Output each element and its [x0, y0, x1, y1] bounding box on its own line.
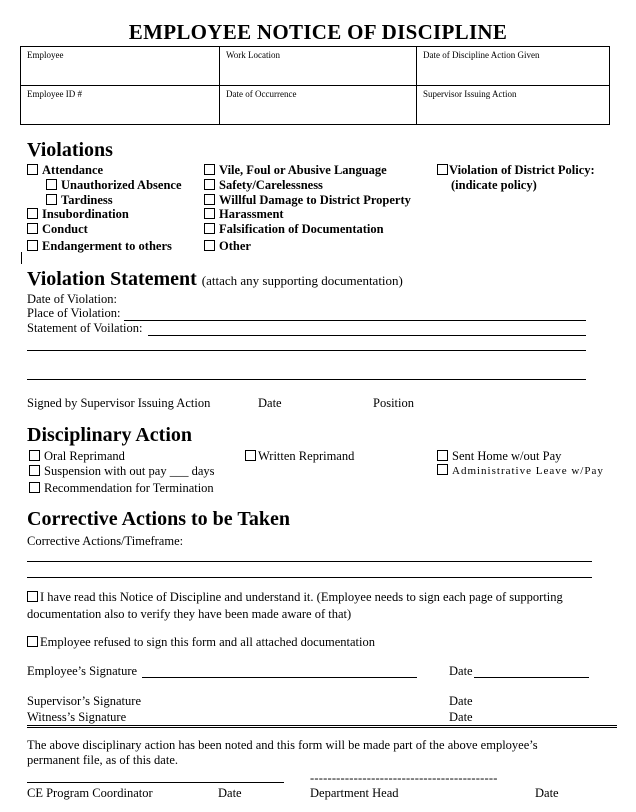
checkbox[interactable] [29, 482, 40, 493]
checkbox[interactable] [437, 164, 448, 175]
checkbox[interactable] [29, 465, 40, 476]
checkbox[interactable] [245, 450, 256, 461]
violation-other[interactable]: Other [204, 239, 251, 254]
disciplinary-action-heading: Disciplinary Action [27, 424, 193, 446]
violation-falsification[interactable]: Falsification of Documentation [204, 222, 384, 237]
dept-head-label: Department Head [310, 786, 399, 800]
violations-heading: Violations [27, 139, 113, 161]
dept-head-dash-line: ------------------------------------------- [310, 771, 498, 785]
witness-signature-date-label: Date [449, 710, 473, 724]
violation-conduct[interactable]: Conduct [27, 222, 88, 237]
employee-id-label: Employee ID # [27, 89, 82, 99]
checkbox[interactable] [204, 208, 215, 219]
coordinator-label: CE Program Coordinator [27, 786, 153, 800]
violation-policy-note: (indicate policy) [451, 178, 537, 192]
suspension-option[interactable]: Suspension with out pay ___ days [29, 464, 214, 479]
corrective-timeframe-label: Corrective Actions/Timeframe: [27, 534, 184, 548]
checkbox[interactable] [27, 223, 38, 234]
statement-line-2[interactable] [27, 350, 586, 351]
form-title: EMPLOYEE NOTICE OF DISCIPLINE [128, 20, 508, 44]
oral-reprimand-option[interactable]: Oral Reprimand [29, 449, 125, 464]
date-of-violation-label: Date of Violation: [27, 292, 117, 306]
violation-harassment[interactable]: Harassment [204, 207, 284, 222]
acknowledge-line-2: documentation also to verify they have been made aware of that) [27, 607, 352, 621]
work-location-field[interactable] [220, 47, 417, 86]
employee-label: Employee [27, 50, 64, 60]
checkbox[interactable] [27, 591, 38, 602]
coordinator-signature-line[interactable] [27, 782, 284, 783]
violation-abusive-language[interactable]: Vile, Foul or Abusive Language [204, 163, 387, 178]
checkbox[interactable] [27, 164, 38, 175]
header-fields-table [20, 46, 610, 125]
violation-statement-heading: Violation Statement (attach any supporting documentation) [27, 268, 403, 290]
employee-id-field[interactable] [21, 86, 220, 125]
violation-willful-damage[interactable]: Willful Damage to District Property [204, 193, 411, 208]
date-occurrence-field[interactable] [220, 86, 417, 125]
employee-field[interactable] [21, 47, 220, 86]
checkbox[interactable] [46, 194, 57, 205]
footer-note-line-1: The above disciplinary action has been noted and this form will be made part of the above employee’s [27, 738, 538, 752]
corrective-line-1[interactable] [27, 561, 592, 562]
signed-by-supervisor-label: Signed by Supervisor Issuing Action [27, 396, 211, 410]
checkbox[interactable] [204, 223, 215, 234]
checkbox[interactable] [437, 464, 448, 475]
date-action-given-label: Date of Discipline Action Given [423, 50, 540, 60]
work-location-label: Work Location [226, 50, 281, 60]
supervisor-signature-date-label: Date [449, 694, 473, 708]
checkbox[interactable] [204, 164, 215, 175]
violation-endangerment[interactable]: Endangerment to others [27, 239, 172, 254]
checkbox[interactable] [27, 636, 38, 647]
refused-option[interactable]: Employee refused to sign this form and all attached documentation [27, 635, 375, 650]
checkbox[interactable] [437, 450, 448, 461]
checkbox[interactable] [204, 240, 215, 251]
checkbox[interactable] [29, 450, 40, 461]
checkbox[interactable] [27, 208, 38, 219]
violation-tardiness[interactable]: Tardiness [46, 193, 113, 208]
violation-district-policy[interactable]: Violation of District Policy: [437, 163, 595, 178]
date-occurrence-label: Date of Occurrence [226, 89, 297, 99]
text-cursor [21, 252, 22, 264]
corrective-actions-heading: Corrective Actions to be Taken [27, 508, 290, 530]
statement-line[interactable] [148, 335, 586, 336]
statement-label: Statement of Voilation: [27, 321, 143, 335]
dept-head-date-label: Date [535, 786, 559, 800]
signed-date-label: Date [258, 396, 282, 410]
statement-line-3[interactable] [27, 379, 586, 380]
position-label: Position [373, 396, 414, 410]
corrective-line-2[interactable] [27, 577, 592, 578]
checkbox[interactable] [27, 240, 38, 251]
violation-attendance[interactable]: Attendance [27, 163, 103, 178]
checkbox[interactable] [46, 179, 57, 190]
violation-unauthorized-absence[interactable]: Unauthorized Absence [46, 178, 182, 193]
employee-signature-label: Employee’s Signature [27, 664, 138, 678]
supervisor-label: Supervisor Issuing Action [423, 89, 517, 99]
acknowledge-option[interactable]: I have read this Notice of Discipline and understand it. (Employee needs to sign each page of supporting [27, 590, 563, 605]
checkbox[interactable] [204, 194, 215, 205]
violation-safety[interactable]: Safety/Carelessness [204, 178, 323, 193]
supervisor-signature-label: Supervisor’s Signature [27, 694, 141, 708]
employee-signature-date-label: Date [449, 664, 473, 678]
supervisor-field[interactable] [417, 86, 610, 125]
statement-note: (attach any supporting documentation) [201, 273, 403, 288]
date-action-given-field[interactable] [417, 47, 610, 86]
employee-signature-line[interactable] [142, 677, 417, 678]
place-of-violation-line[interactable] [124, 320, 586, 321]
section-divider [27, 725, 617, 728]
checkbox[interactable] [204, 179, 215, 190]
admin-leave-option[interactable]: Administrative Leave w/Pay [437, 464, 604, 477]
coordinator-date-label: Date [218, 786, 242, 800]
termination-option[interactable]: Recommendation for Termination [29, 481, 214, 496]
place-of-violation-label: Place of Violation: [27, 306, 121, 320]
written-reprimand-option[interactable]: Written Reprimand [245, 449, 354, 464]
footer-note-line-2: permanent file, as of this date. [27, 753, 178, 767]
sent-home-option[interactable]: Sent Home w/out Pay [437, 449, 561, 464]
witness-signature-label: Witness’s Signature [27, 710, 127, 724]
employee-signature-date-line[interactable] [474, 677, 589, 678]
violation-insubordination[interactable]: Insubordination [27, 207, 129, 222]
